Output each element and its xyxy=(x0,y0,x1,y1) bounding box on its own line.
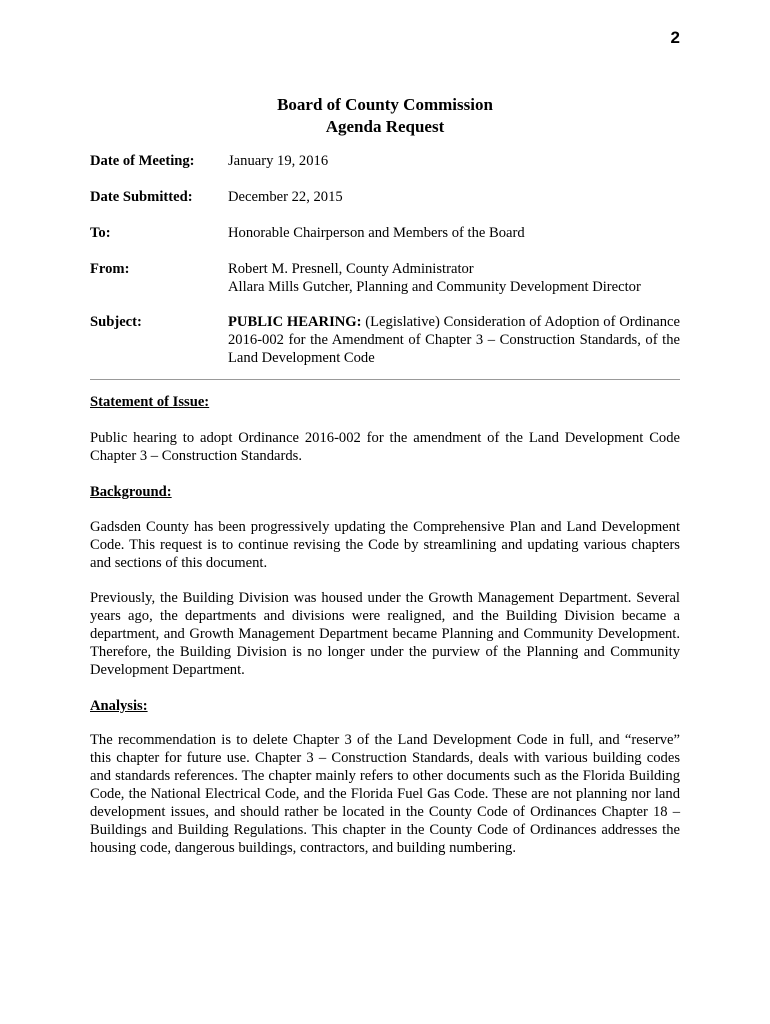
background-heading: Background: xyxy=(90,484,172,500)
title-line-1: Board of County Commission xyxy=(277,95,493,114)
date-submitted-label: Date Submitted: xyxy=(90,189,193,205)
background-paragraph-1: Gadsden County has been progressively updating the Comprehensive Plan and Land Development Code. This request is to continue revising the Code by streamlining and updating various chapters and sections of this document. xyxy=(90,519,680,571)
statement-of-issue-heading: Statement of Issue: xyxy=(90,394,210,410)
analysis-heading: Analysis: xyxy=(90,698,148,714)
document-title xyxy=(0,94,770,138)
section-divider xyxy=(90,379,680,380)
subject-value xyxy=(228,313,680,367)
background-paragraph-2: Previously, the Building Division was housed under the Growth Management Department. Several years ago, the departments and divisions were realigned, and the Building Division became a department, and Growth Management Department became Planning and Community Development. Therefore, the Building Division is no longer under the purview of the Planning and Community Development Department. xyxy=(90,590,680,678)
analysis-paragraph-1: The recommendation is to delete Chapter 3 of the Land Development Code in full, and “reserve” this chapter for future use. Chapter 3 – Construction Standards, deals with various building codes and standards references. The chapter mainly refers to other documents such as the Florida Building Code, the National Electrical Code, and the Florida Fuel Gas Code. These are not planning nor land development issues, and should rather be located in the County Code of Ordinances Chapter 18 – Buildings and Building Regulations. This chapter in the County Code of Ordinances addresses the housing code, dangerous buildings, contractors, and building numbering. xyxy=(90,732,680,856)
meta-subject xyxy=(90,313,680,367)
title-line-2: Agenda Request xyxy=(325,117,445,136)
from-label: From: xyxy=(90,261,130,277)
statement-of-issue-text: Public hearing to adopt Ordinance 2016-002 for the amendment of the Land Development Code Chapter 3 – Construction Standards. xyxy=(90,430,680,464)
subject-label: Subject: xyxy=(90,314,142,330)
subject-public-hearing: PUBLIC HEARING: xyxy=(228,314,362,330)
from-line-1: Robert M. Presnell, County Administrator xyxy=(228,261,474,277)
meta-from xyxy=(90,260,680,296)
date-of-meeting-value: January 19, 2016 xyxy=(228,153,329,169)
date-submitted-value: December 22, 2015 xyxy=(228,189,343,205)
from-line-2: Allara Mills Gutcher, Planning and Community Development Director xyxy=(228,279,641,295)
from-value xyxy=(228,260,680,296)
page-number: 2 xyxy=(670,28,680,47)
to-value: Honorable Chairperson and Members of the Board xyxy=(228,225,525,241)
to-label: To: xyxy=(90,225,111,241)
date-of-meeting-label: Date of Meeting: xyxy=(90,153,195,169)
subject-text: (Legislative) Consideration of Adoption of Ordinance 2016-002 for the Amendment of Chapter 3 – Construction Standards, of the Land Development Code xyxy=(228,314,680,366)
